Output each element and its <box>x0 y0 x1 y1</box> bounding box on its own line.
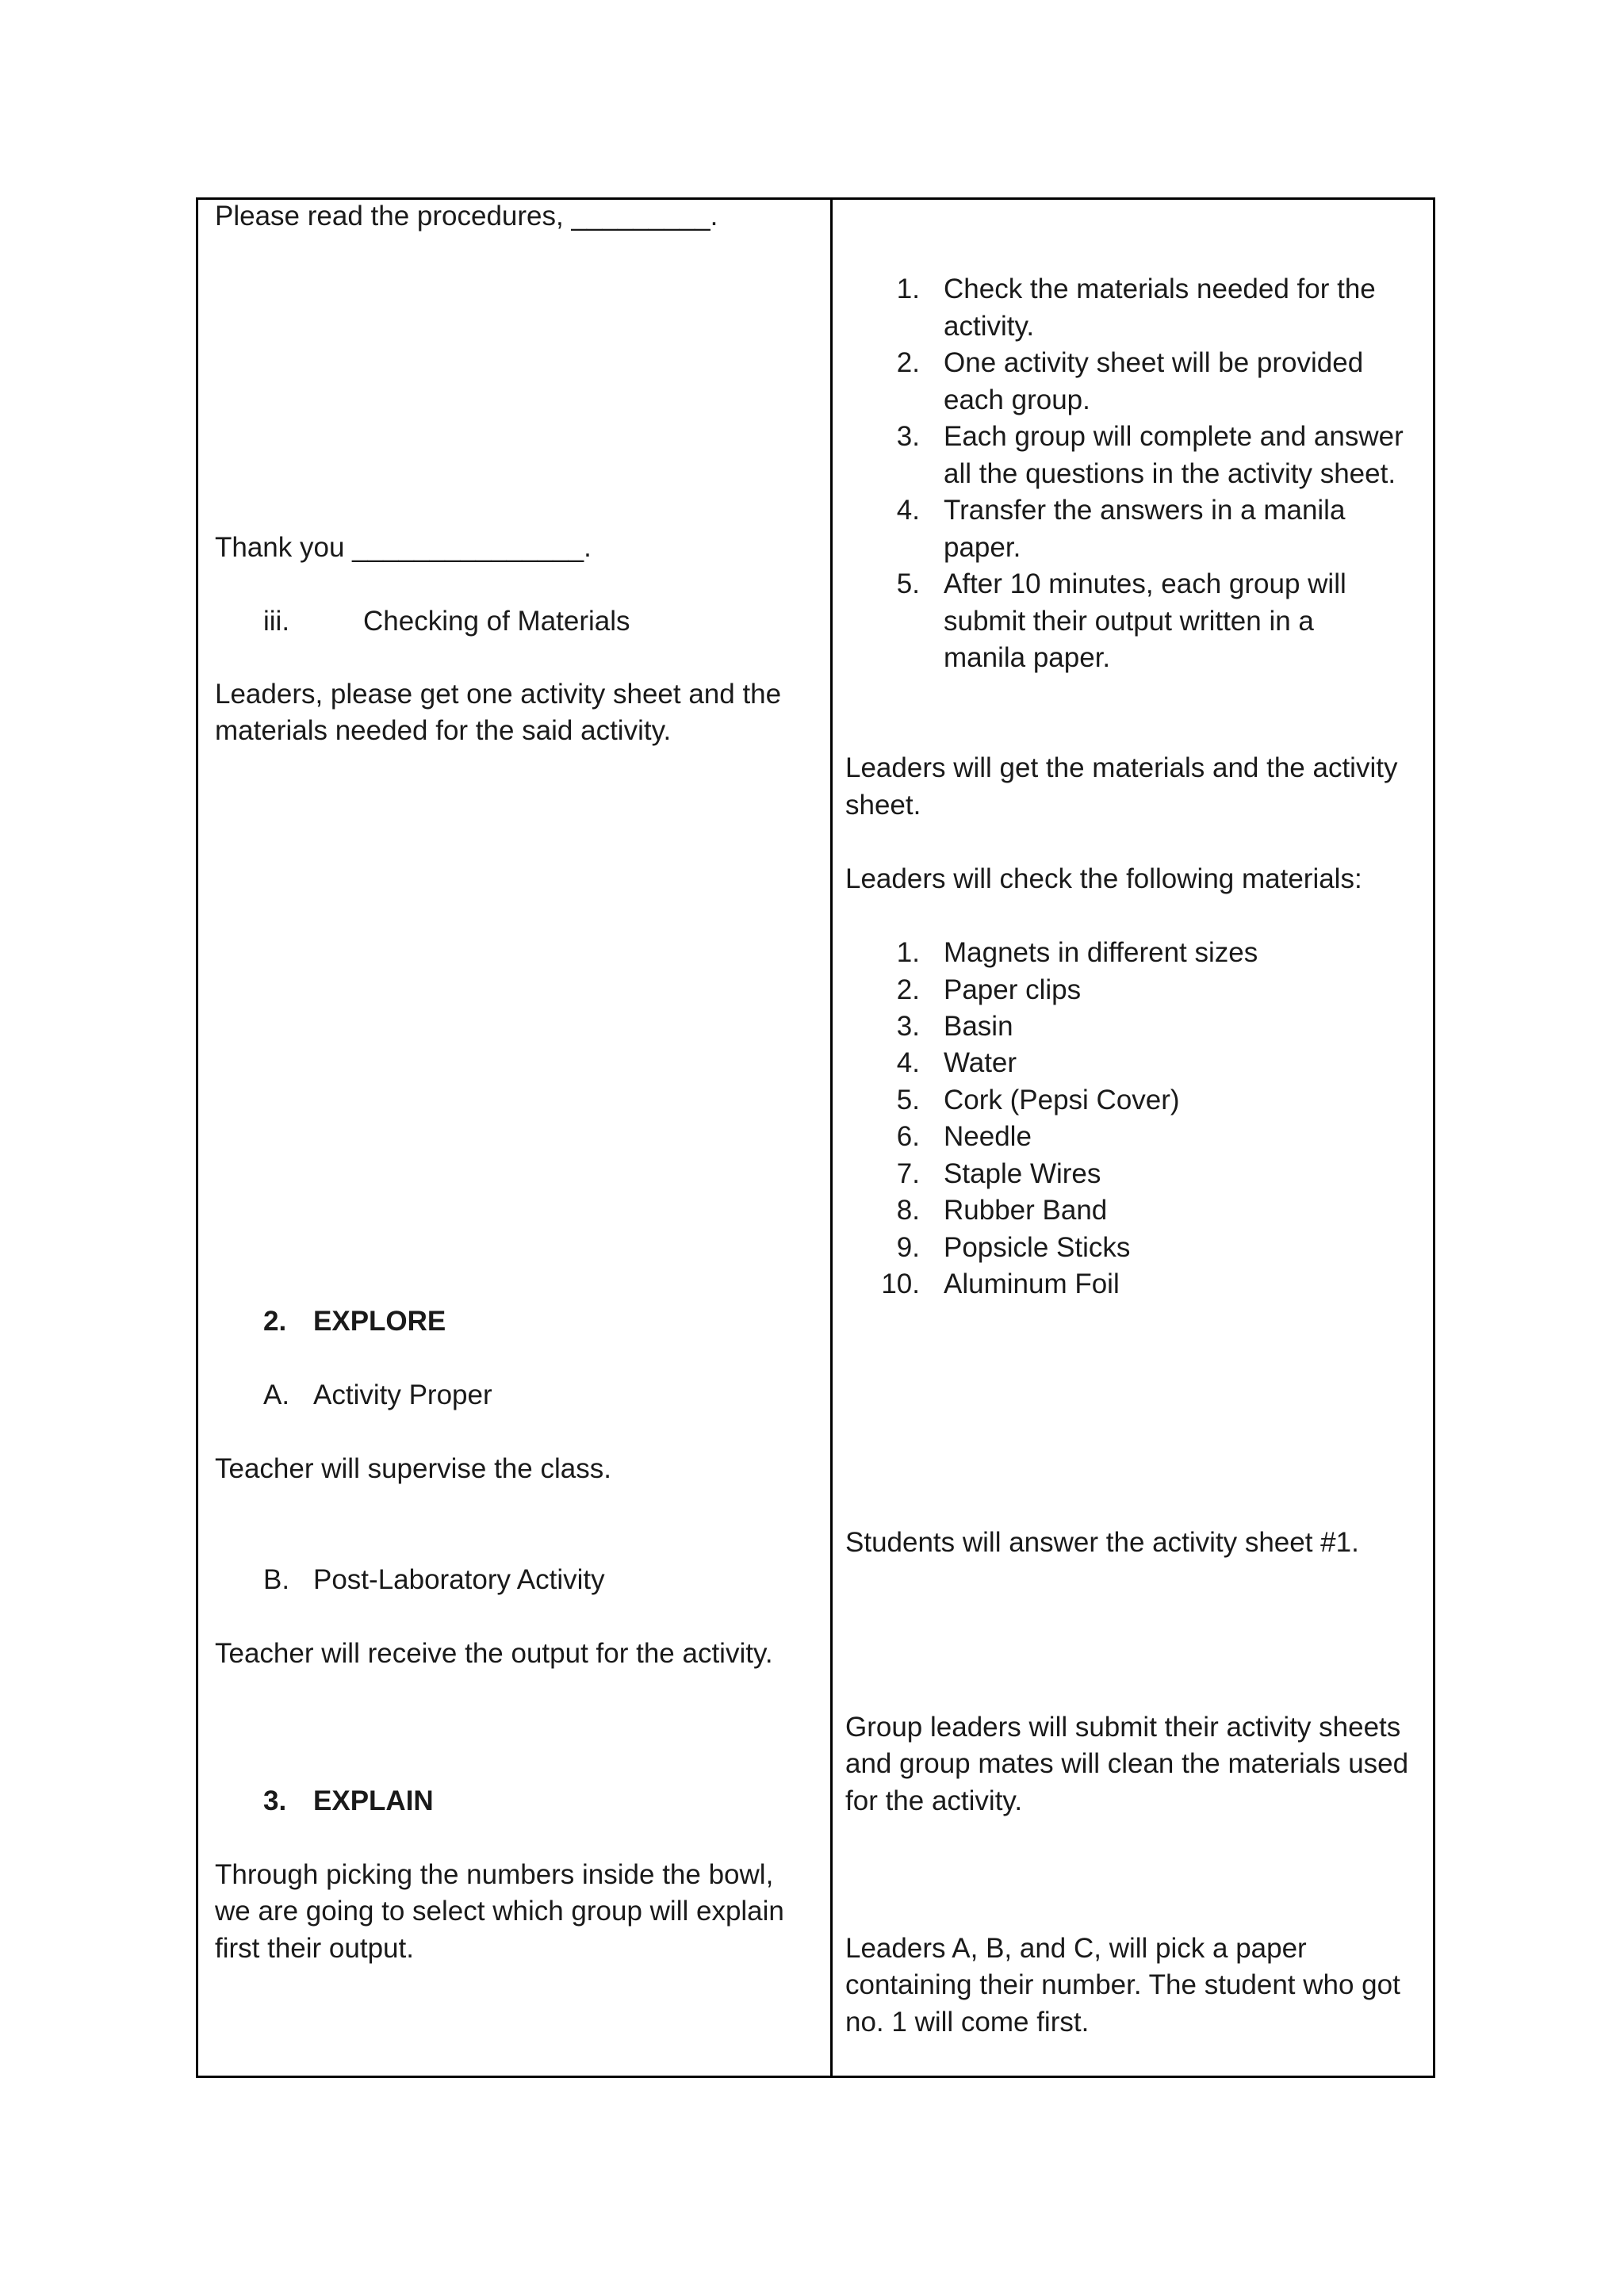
explain-heading: EXPLAIN <box>313 1785 434 1816</box>
students-answer-line: Students will answer the activity sheet #1. <box>845 1527 1359 1558</box>
procedure-line: submit their output written in a <box>944 606 1314 637</box>
activity-proper-title: Activity Proper <box>313 1380 492 1410</box>
material-number: 1. <box>896 937 920 968</box>
material-item: Magnets in different sizes <box>944 937 1258 968</box>
leaders-get-line-2: materials needed for the said activity. <box>215 715 672 746</box>
explore-number: 2. <box>263 1306 287 1337</box>
material-item: Needle <box>944 1121 1032 1152</box>
procedure-line: Each group will complete and answer <box>944 421 1404 452</box>
leaders-will-get-line-1: Leaders will get the materials and the activity <box>845 752 1398 783</box>
post-lab-letter: B. <box>263 1564 290 1595</box>
procedure-number: 5. <box>896 568 920 599</box>
explore-heading: EXPLORE <box>313 1306 446 1337</box>
pick-paper-line-2: containing their number. The student who got <box>845 1969 1400 2000</box>
procedure-number: 3. <box>896 421 920 452</box>
group-leaders-line-3: for the activity. <box>845 1785 1023 1816</box>
material-item: Cork (Pepsi Cover) <box>944 1085 1180 1115</box>
post-lab-title: Post-Laboratory Activity <box>313 1564 605 1595</box>
procedures-prompt: Please read the procedures, _________. <box>215 201 718 232</box>
through-line-2: we are going to select which group will explain <box>215 1896 784 1927</box>
procedure-line: One activity sheet will be provided <box>944 347 1364 378</box>
procedure-line: manila paper. <box>944 642 1111 673</box>
procedure-line: each group. <box>944 385 1090 415</box>
pick-paper-line-3: no. 1 will come first. <box>845 2007 1090 2038</box>
procedure-line: paper. <box>944 532 1021 563</box>
procedure-line: After 10 minutes, each group will <box>944 568 1346 599</box>
material-item: Aluminum Foil <box>944 1269 1120 1299</box>
material-number: 9. <box>896 1232 920 1263</box>
procedure-number: 1. <box>896 274 920 304</box>
material-item: Rubber Band <box>944 1195 1108 1226</box>
procedure-line: activity. <box>944 311 1035 342</box>
material-number: 2. <box>896 974 920 1005</box>
leaders-will-get-line-2: sheet. <box>845 790 921 821</box>
material-item: Staple Wires <box>944 1158 1101 1189</box>
material-item: Water <box>944 1047 1017 1078</box>
material-number: 5. <box>896 1085 920 1115</box>
activity-proper-letter: A. <box>263 1380 290 1410</box>
through-line-1: Through picking the numbers inside the bowl, <box>215 1859 774 1890</box>
material-item: Popsicle Sticks <box>944 1232 1131 1263</box>
material-item: Paper clips <box>944 974 1082 1005</box>
through-line-3: first their output. <box>215 1933 414 1964</box>
receive-output-line: Teacher will receive the output for the activity. <box>215 1638 773 1669</box>
material-number: 8. <box>896 1195 920 1226</box>
material-item: Basin <box>944 1011 1013 1042</box>
procedure-number: 4. <box>896 495 920 526</box>
procedure-number: 2. <box>896 347 920 378</box>
procedure-line: Check the materials needed for the <box>944 274 1376 304</box>
column-divider <box>830 200 833 2076</box>
pick-paper-line-1: Leaders A, B, and C, will pick a paper <box>845 1933 1307 1964</box>
material-number: 6. <box>896 1121 920 1152</box>
material-number: 7. <box>896 1158 920 1189</box>
material-number: 4. <box>896 1047 920 1078</box>
leaders-will-check-line: Leaders will check the following materials: <box>845 863 1362 894</box>
procedure-line: all the questions in the activity sheet. <box>944 458 1396 489</box>
group-leaders-line-1: Group leaders will submit their activity sheets <box>845 1712 1401 1743</box>
leaders-get-line-1: Leaders, please get one activity sheet and the <box>215 679 782 710</box>
material-number: 3. <box>896 1011 920 1042</box>
explain-number: 3. <box>263 1785 287 1816</box>
material-number: 10. <box>881 1269 920 1299</box>
checking-numeral: iii. <box>263 606 290 637</box>
procedure-line: Transfer the answers in a manila <box>944 495 1346 526</box>
supervise-line: Teacher will supervise the class. <box>215 1453 611 1484</box>
checking-title: Checking of Materials <box>363 606 630 637</box>
thank-you-line: Thank you _______________. <box>215 532 592 563</box>
group-leaders-line-2: and group mates will clean the materials used <box>845 1748 1409 1779</box>
